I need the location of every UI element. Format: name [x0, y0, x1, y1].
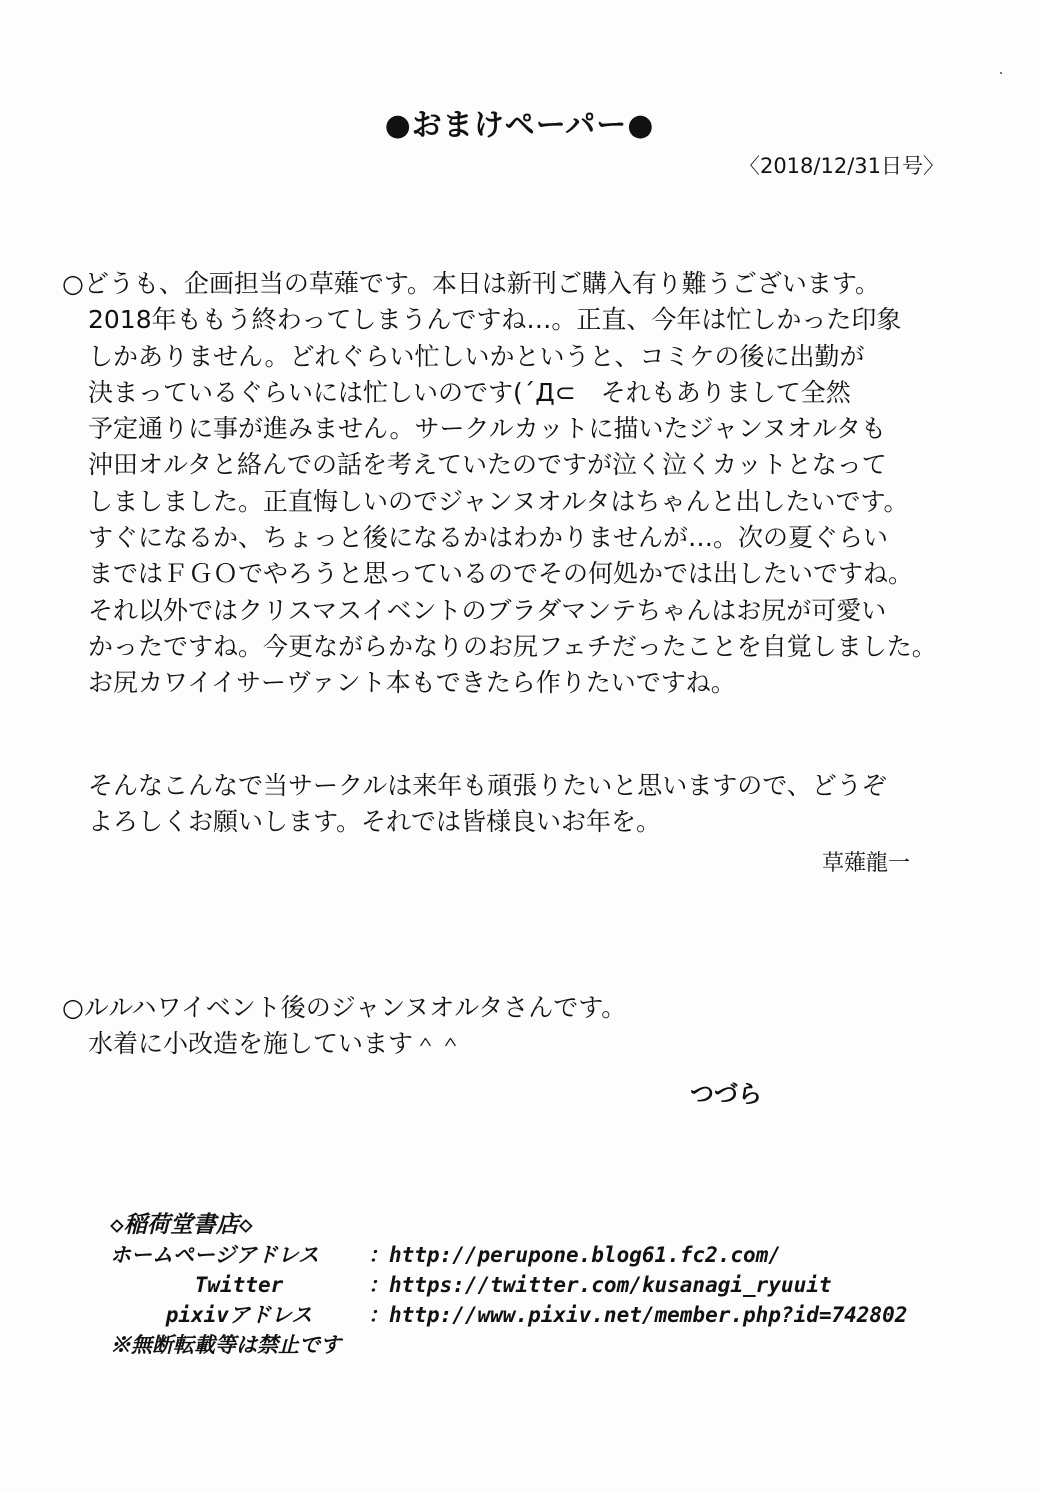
message-line: ○どうも、企画担当の草薙です。本日は新刊ご購入有り難うございます。	[62, 269, 880, 298]
message-line: 2018年ももう終わってしまうんですね…。正直、今年は忙しかった印象	[88, 305, 902, 335]
page-title: ●おまけペーパー●	[384, 108, 655, 143]
message-line: ○ルルハワイベント後のジャンヌオルタさんです。	[62, 993, 627, 1022]
homepage-link[interactable]: ：http://perupone.blog61.fc2.com/	[368, 1243, 781, 1267]
shop-row-homepage	[110, 1240, 907, 1270]
message-artist	[62, 990, 626, 1063]
message-closing	[62, 768, 887, 841]
shop-label: Twitter	[194, 1273, 284, 1297]
copyright-note: ※無断転載等は禁止です	[110, 1333, 341, 1357]
issue-date: 〈2018/12/31日号〉	[738, 154, 944, 178]
shop-label: pixivアドレス	[165, 1303, 313, 1327]
message-line: 沖田オルタと絡んでの話を考えていたのですが泣く泣くカットとなって	[88, 450, 887, 480]
message-line: 予定通りに事が進みません。サークルカットに描いたジャンヌオルタも	[88, 414, 887, 444]
message-line: かったですね。今更ながらかなりのお尻フェチだったことを自覚しました。	[88, 631, 937, 661]
twitter-link[interactable]: ：https://twitter.com/kusanagi_ryuuit	[368, 1273, 832, 1297]
message-line: そんなこんなで当サークルは来年も頑張りたいと思いますので、どうぞ	[88, 771, 887, 800]
message-line: しかありません。どれぐらい忙しいかというと、コミケの後に出勤が	[88, 341, 865, 371]
shop-row-pixiv	[110, 1300, 907, 1330]
message-line: 決まっているぐらいには忙しいのです(´Д⊂ それもありまして全然	[88, 377, 851, 407]
signature-planner: 草薙龍一	[822, 851, 911, 876]
shop-row-twitter	[110, 1270, 907, 1300]
shop-title: ◇稲荷堂書店◇	[110, 1212, 253, 1238]
shop-info	[110, 1210, 907, 1360]
pixiv-link[interactable]: ：http://www.pixiv.net/member.php?id=742802	[368, 1303, 908, 1327]
message-line: すぐになるか、ちょっと後になるかはわかりませんが…。次の夏ぐらい	[88, 523, 889, 553]
message-planner	[62, 266, 937, 702]
message-line: よろしくお願いします。それでは皆様良いお年を。	[88, 807, 662, 837]
message-line: それ以外ではクリスマスイベントのブラダマンテちゃんはお尻が可愛い	[88, 595, 887, 625]
message-line: しましました。正直悔しいのでジャンヌオルタはちゃんと出したいです。	[88, 486, 909, 516]
message-line: まではＦＧＯでやろうと思っているのでその何処かでは出したいですね。	[88, 559, 914, 589]
signature-artist: つづら	[690, 1080, 762, 1108]
scan-speck	[1000, 72, 1002, 74]
message-line: お尻カワイイサーヴァント本もできたら作りたいですね。	[88, 668, 736, 698]
message-line: 水着に小改造を施しています＾＾	[88, 1029, 464, 1059]
shop-label: ホームページアドレス	[110, 1243, 319, 1267]
